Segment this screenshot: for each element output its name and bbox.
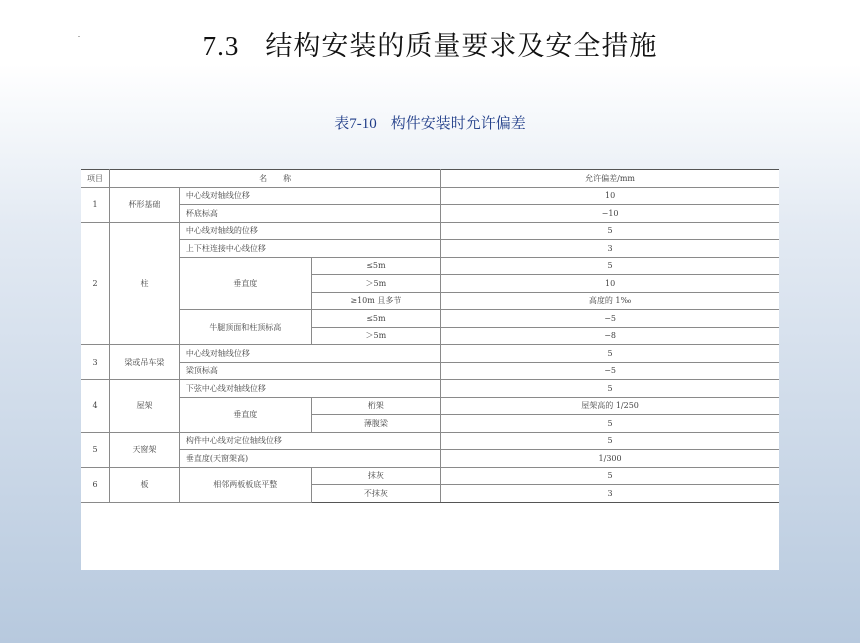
condition: 不抹灰 <box>311 485 441 503</box>
table-row <box>81 345 779 363</box>
section-number: 7.3 <box>202 31 240 61</box>
condition: ≤5m <box>311 310 441 328</box>
slide-title <box>0 24 860 63</box>
condition: ≤5m <box>311 257 441 275</box>
table-row <box>81 222 779 240</box>
tolerance-value: 10 <box>441 187 779 205</box>
table-row <box>81 397 779 415</box>
item-number: 4 <box>81 380 110 433</box>
tolerance-value: 5 <box>441 467 779 485</box>
check-desc: 上下柱连接中心线位移 <box>179 240 440 258</box>
item-number: 2 <box>81 222 110 345</box>
table-number: 表7-10 <box>334 116 377 132</box>
check-desc: 垂直度 <box>179 257 311 310</box>
table-row <box>81 432 779 450</box>
tolerance-value: 5 <box>441 345 779 363</box>
check-desc: 垂直度(天窗架高) <box>179 450 440 468</box>
tolerance-value: 5 <box>441 415 779 433</box>
condition: ＞5m <box>311 327 441 345</box>
item-name: 杯形基础 <box>110 187 180 222</box>
tolerance-value: 1/300 <box>441 450 779 468</box>
condition: ≥10m 且多节 <box>311 292 441 310</box>
check-desc: 构件中心线对定位轴线位移 <box>179 432 440 450</box>
check-desc: 梁顶标高 <box>179 362 440 380</box>
item-name: 天窗架 <box>110 432 180 467</box>
table-caption <box>0 112 860 133</box>
header-name: 名 称 <box>110 170 441 188</box>
item-name: 屋架 <box>110 380 180 433</box>
check-desc: 牛腿顶面和柱顶标高 <box>179 310 311 345</box>
tolerance-value: −5 <box>441 362 779 380</box>
condition: 抹灰 <box>311 467 441 485</box>
item-number: 1 <box>81 187 110 222</box>
slide-marker: . <box>78 30 80 39</box>
tolerance-table <box>81 169 779 503</box>
tolerance-value: 屋架高的 1/250 <box>441 397 779 415</box>
table-row <box>81 187 779 205</box>
tolerance-value: 5 <box>441 257 779 275</box>
tolerance-value: 5 <box>441 380 779 398</box>
tolerance-value: 3 <box>441 485 779 503</box>
table-row <box>81 257 779 275</box>
condition: ＞5m <box>311 275 441 293</box>
table-row <box>81 205 779 223</box>
item-number: 5 <box>81 432 110 467</box>
condition: 薄腹梁 <box>311 415 441 433</box>
check-desc: 垂直度 <box>179 397 311 432</box>
tolerance-value: −8 <box>441 327 779 345</box>
tolerance-value: −5 <box>441 310 779 328</box>
item-name: 梁或吊车梁 <box>110 345 180 380</box>
check-desc: 杯底标高 <box>179 205 440 223</box>
item-name: 柱 <box>110 222 180 345</box>
check-desc: 中心线对轴线位移 <box>179 187 440 205</box>
check-desc: 中心线对轴线的位移 <box>179 222 440 240</box>
table-row <box>81 450 779 468</box>
check-desc: 中心线对轴线位移 <box>179 345 440 363</box>
check-desc: 下弦中心线对轴线位移 <box>179 380 440 398</box>
check-desc: 相邻两板板底平整 <box>179 467 311 502</box>
table-row <box>81 240 779 258</box>
table-row <box>81 380 779 398</box>
table-row <box>81 310 779 328</box>
section-title: 结构安装的质量要求及安全措施 <box>265 31 658 62</box>
table-sheet <box>81 169 779 570</box>
item-number: 6 <box>81 467 110 502</box>
tolerance-value: 5 <box>441 432 779 450</box>
header-item: 项目 <box>81 170 110 188</box>
tolerance-value: −10 <box>441 205 779 223</box>
table-row <box>81 467 779 485</box>
condition: 桁架 <box>311 397 441 415</box>
table-title: 构件安装时允许偏差 <box>390 114 526 132</box>
tolerance-value: 10 <box>441 275 779 293</box>
tolerance-value: 3 <box>441 240 779 258</box>
tolerance-value: 高度的 1‰ <box>441 292 779 310</box>
tolerance-value: 5 <box>441 222 779 240</box>
item-name: 板 <box>110 467 180 502</box>
table-row <box>81 362 779 380</box>
item-number: 3 <box>81 345 110 380</box>
header-row <box>81 170 779 188</box>
header-tolerance: 允许偏差/mm <box>441 170 779 188</box>
